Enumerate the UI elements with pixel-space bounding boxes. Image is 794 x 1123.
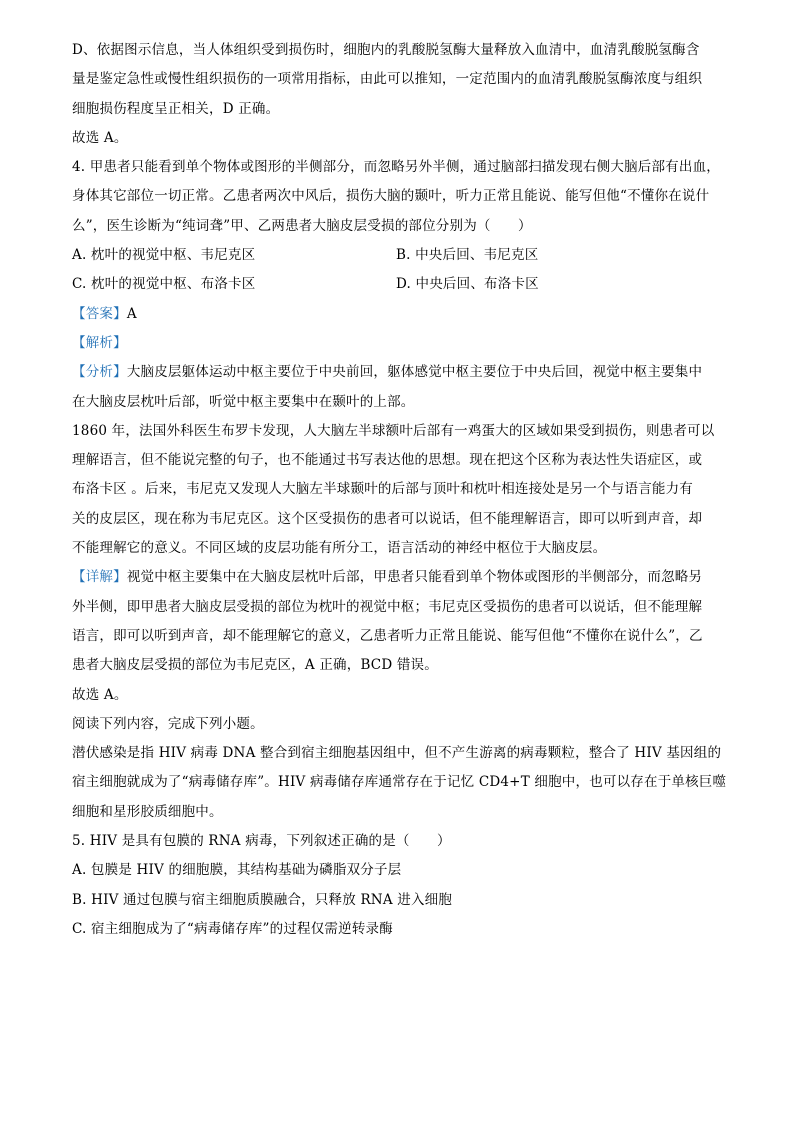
text-line: 细胞损伤程度呈正相关，D 正确。	[72, 100, 280, 117]
analysis-text: 大脑皮层躯体运动中枢主要位于中央前回，躯体感觉中枢主要位于中央后回，视觉中枢主要集中	[126, 364, 703, 381]
analysis-line: 关的皮层区，现在称为韦尼克区。这个区受损伤的患者可以说话，但不能理解语言，即可以听到声音，却	[72, 510, 703, 527]
text-line: 量是鉴定急性或慢性组织损伤的一项常用指标，由此可以推知，一定范围内的血清乳酸脱氢酶浓度与组织	[72, 71, 703, 88]
question-4-stem: 4. 甲患者只能看到单个物体或图形的半侧部分，而忽略另外半侧，通过脑部扫描发现右侧大脑后部有出血，	[72, 159, 720, 176]
detail-line: 语言，即可以听到声音，却不能理解它的意义，乙患者听力正常且能说、能写但他“不懂你在说什么”，乙	[72, 627, 703, 644]
question-4-options-row	[72, 270, 724, 299]
option-b: B. 中央后回、韦尼克区	[396, 247, 539, 264]
question-5-stem: 5. HIV 是具有包膜的 RNA 病毒，下列叙述正确的是（ ）	[72, 833, 451, 850]
passage-line: 潜伏感染是指 HIV 病毒 DNA 整合到宿主细胞基因组中，但不产生游离的病毒颗粒，整合了 HIV 基因组的	[72, 745, 722, 762]
reading-prompt: 阅读下列内容，完成下列小题。	[72, 715, 264, 732]
analysis-line: 理解语言，但不能说完整的句子，也不能通过书写表达他的思想。现在把这个区称为表达性失语症区，或	[72, 452, 703, 469]
analysis-heading	[72, 329, 724, 358]
detail-line	[72, 563, 724, 592]
conclusion-line: 故选 A。	[72, 129, 128, 146]
analysis-line	[72, 358, 724, 387]
passage-line: 细胞和星形胶质细胞中。	[72, 803, 223, 820]
question-4-stem: 么”，医生诊断为“纯词聋”甲、乙两患者大脑皮层受损的部位分别为（ ）	[72, 217, 532, 234]
question-5-option-a: A. 包膜是 HIV 的细胞膜，其结构基础为磷脂双分子层	[72, 862, 402, 879]
option-c: C. 枕叶的视觉中枢、布洛卡区	[72, 276, 256, 293]
detail-line: 患者大脑皮层受损的部位为韦尼克区，A 正确，BCD 错误。	[72, 657, 438, 674]
detail-line: 外半侧，即甲患者大脑皮层受损的部位为枕叶的视觉中枢；韦尼克区受损伤的患者可以说话，但不能理解	[72, 598, 703, 615]
analysis-sub-label: 【分析】	[72, 364, 127, 381]
answer-label: 【答案】	[72, 305, 127, 322]
analysis-label: 【解析】	[72, 334, 127, 351]
option-d: D. 中央后回、布洛卡区	[396, 276, 539, 293]
question-5-option-c: C. 宿主细胞成为了“病毒储存库”的过程仅需逆转录酶	[72, 920, 393, 937]
analysis-line: 在大脑皮层枕叶后部，听觉中枢主要集中在颞叶的上部。	[72, 393, 415, 410]
analysis-line: 布洛卡区 。后来，韦尼克又发现人大脑左半球颞叶的后部与顶叶和枕叶相连接处是另一个与语言能力有	[72, 481, 693, 498]
answer-value: A	[126, 305, 137, 322]
analysis-line: 1860 年，法国外科医生布罗卡发现，人大脑左半球额叶后部有一鸡蛋大的区域如果受到损伤，则患者可以	[72, 422, 715, 439]
passage-line: 宿主细胞就成为了“病毒储存库”。HIV 病毒储存库通常存在于记忆 CD4+T 细胞中，也可以存在于单核巨噬	[72, 774, 727, 791]
document-page	[72, 36, 727, 944]
option-a: A. 枕叶的视觉中枢、韦尼克区	[72, 247, 256, 264]
answer-line	[72, 300, 724, 329]
detail-label: 【详解】	[72, 569, 127, 586]
conclusion-line: 故选 A。	[72, 686, 128, 703]
question-5-option-b: B. HIV 通过包膜与宿主细胞质膜融合，只释放 RNA 进入细胞	[72, 891, 453, 908]
question-4-stem: 身体其它部位一切正常。乙患者两次中风后，损伤大脑的颞叶，听力正常且能说、能写但他“不懂你在说什	[72, 188, 710, 205]
question-4-options-row	[72, 241, 724, 270]
detail-text: 视觉中枢主要集中在大脑皮层枕叶后部，甲患者只能看到单个物体或图形的半侧部分，而忽略另	[126, 569, 703, 586]
analysis-line: 不能理解它的意义。不同区域的皮层功能有所分工，语言活动的神经中枢位于大脑皮层。	[72, 540, 607, 557]
text-line: D、依据图示信息，当人体组织受到损伤时，细胞内的乳酸脱氢酶大量释放入血清中，血清乳酸脱氢酶含	[72, 42, 700, 58]
